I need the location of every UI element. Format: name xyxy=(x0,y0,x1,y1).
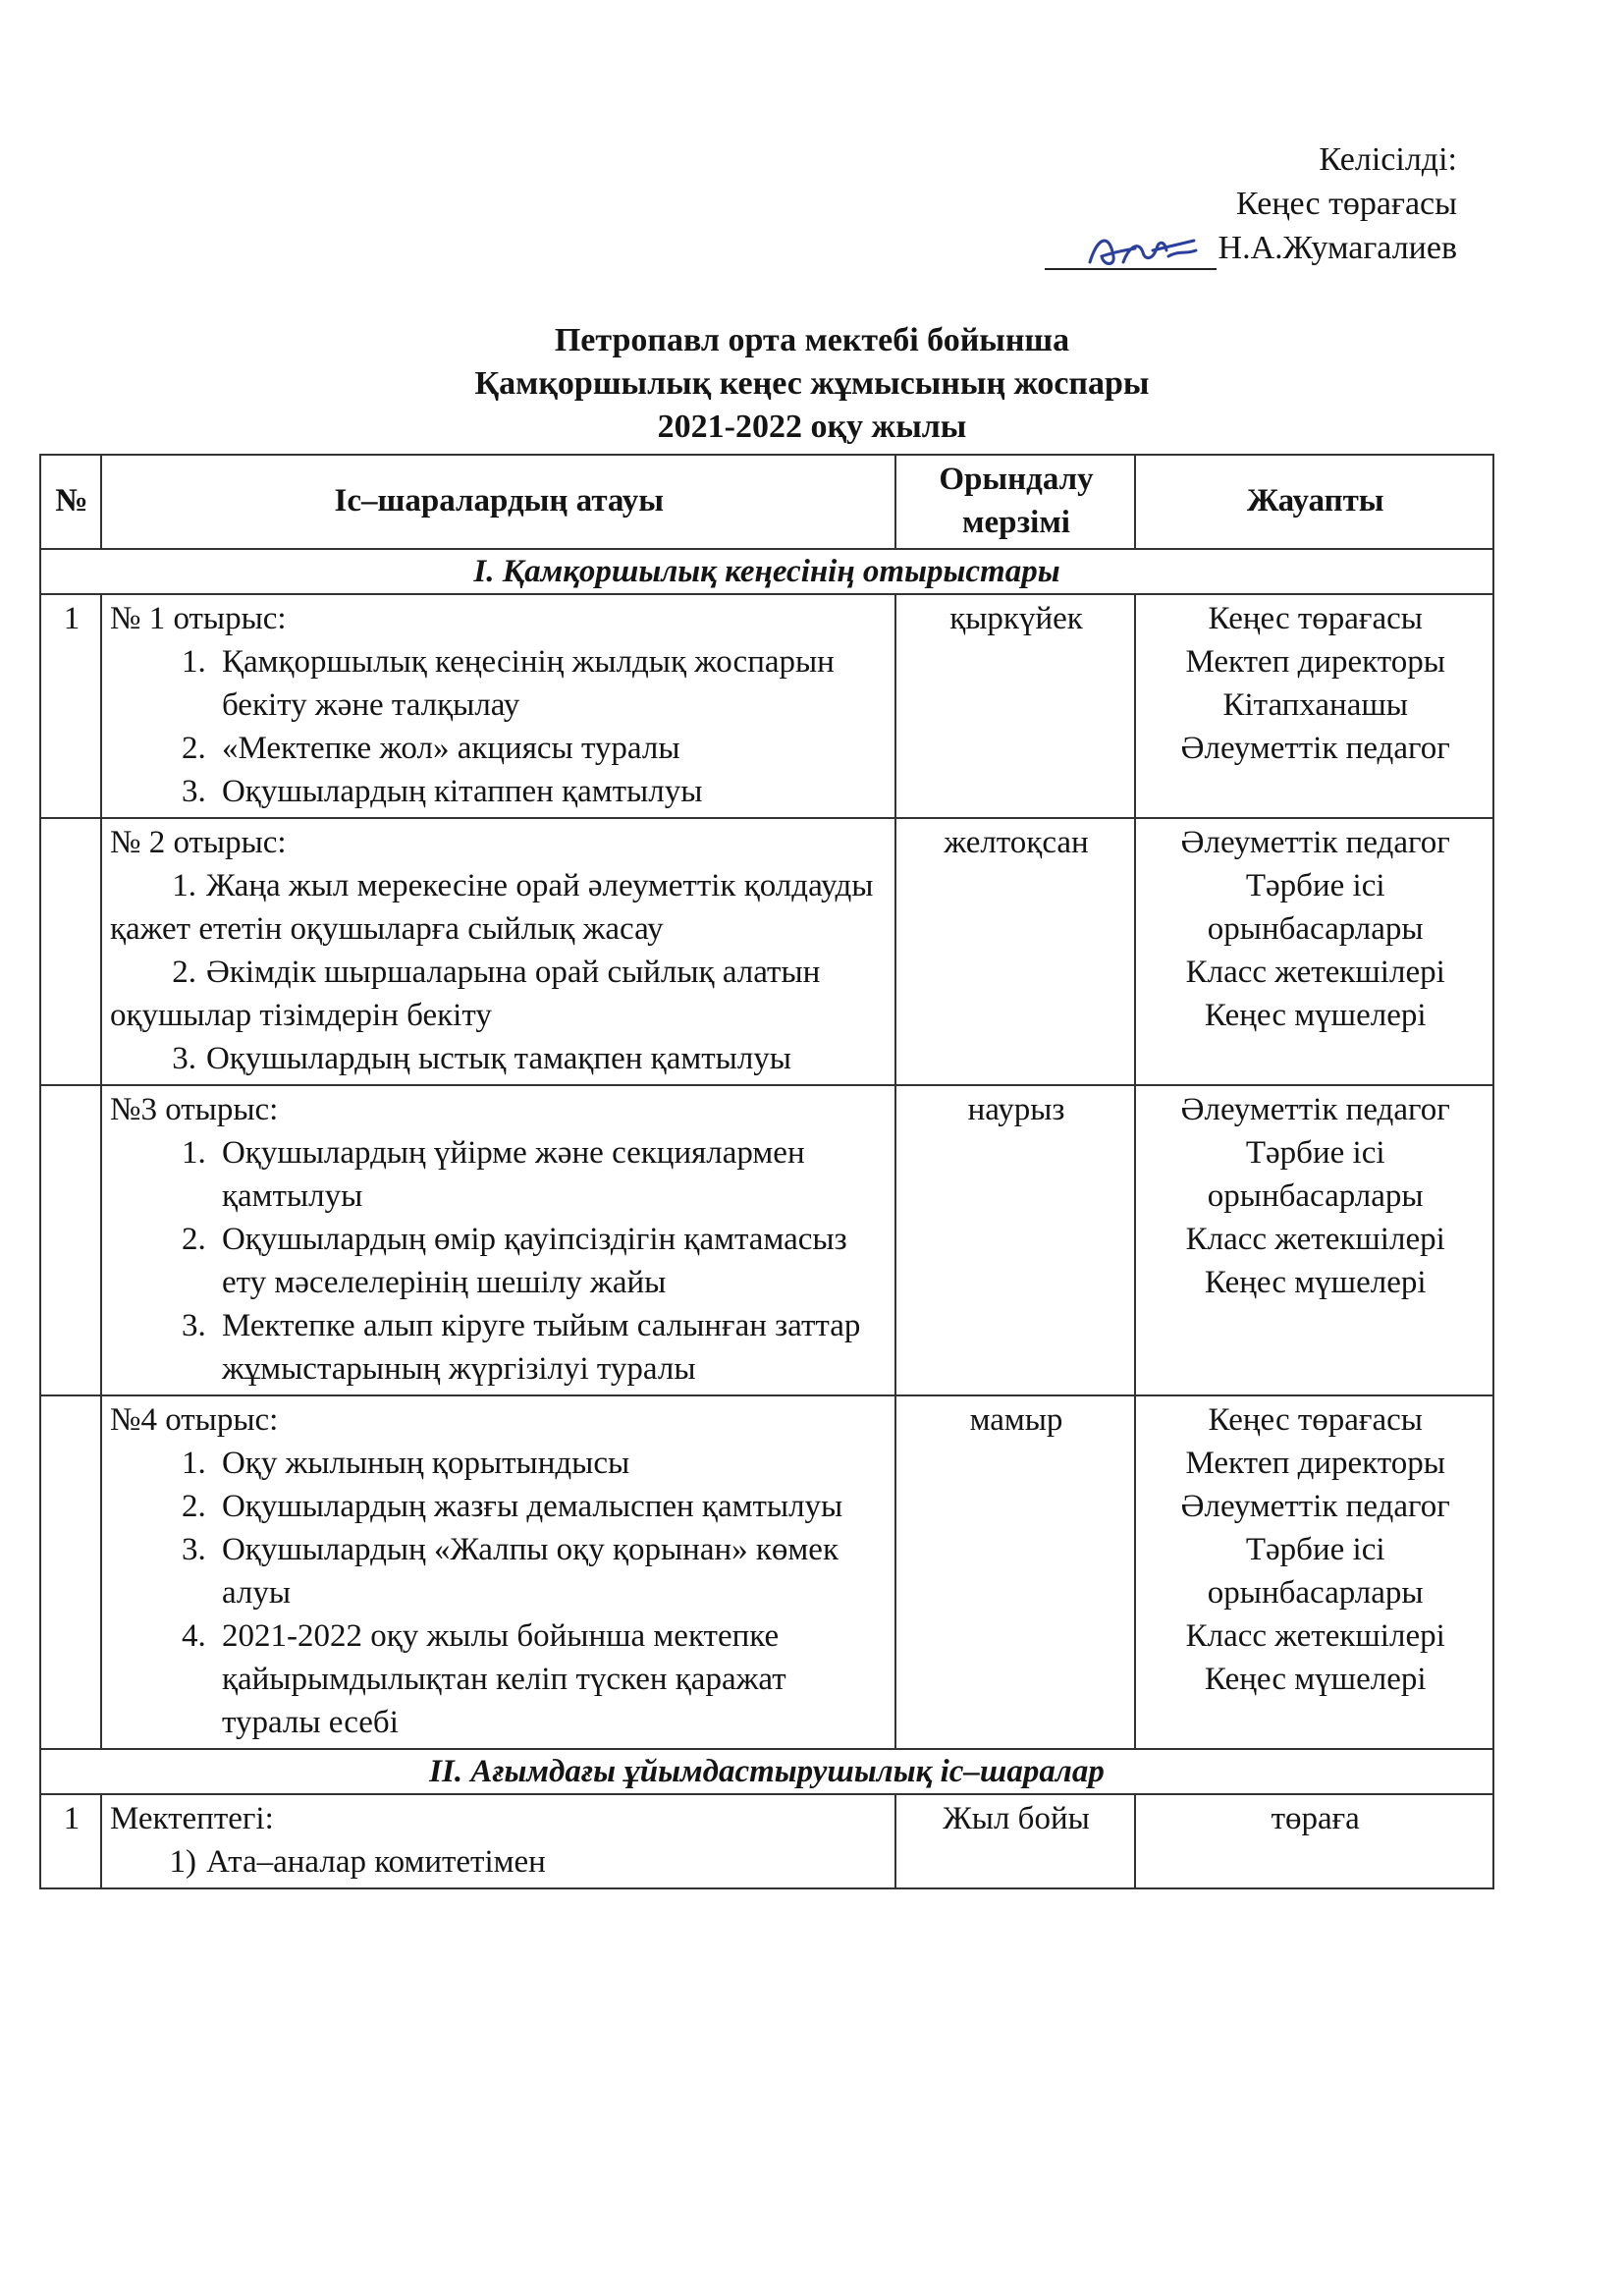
agenda-item xyxy=(110,1840,889,1884)
table-header-row xyxy=(40,455,1493,549)
agenda-item: 2. «Мектепке жол» акциясы туралы xyxy=(214,727,889,770)
row-content xyxy=(101,818,895,1085)
responsible-entry: Тәрбие ісі орынбасарлары xyxy=(1207,868,1424,947)
table-row xyxy=(40,1085,1493,1395)
agenda-item: 3. Оқушылардың кітаппен қамтылуы xyxy=(214,770,889,813)
agenda-item: 3. Оқушылардың ыстық тамақпен қамтылуы xyxy=(172,1041,791,1076)
responsible-entry: Класс жетекшілері xyxy=(1185,1618,1445,1654)
responsible-entry: Кеңес мүшелері xyxy=(1204,1265,1427,1300)
row-content xyxy=(101,1794,895,1888)
approval-agreed: Келісілді: xyxy=(1319,141,1457,178)
agenda-item-text: Әкімдік шыршаларына орай сыйлық алатын оқушылар тізімдерін бекіту xyxy=(109,955,821,1033)
agenda-list xyxy=(110,1131,889,1391)
row-num xyxy=(40,1085,101,1395)
approval-signature-line xyxy=(1045,226,1457,270)
meeting-heading: №4 отырыс: xyxy=(109,1402,279,1438)
approval-position: Кеңес төрағасы xyxy=(1235,186,1457,222)
row-num: 1 xyxy=(40,1794,101,1888)
responsible-entry: Кеңес мүшелері xyxy=(1204,1662,1427,1697)
header-date: Орындалу мерзімі xyxy=(895,455,1136,549)
agenda-item: 1. Қамқоршылық кеңесінің жылдық жоспарын бекіту және талқылау xyxy=(214,640,889,727)
agenda-item: 4. 2021-2022 оқу жылы бойынша мектепке қайырымдылықтан келіп түскен қаражат туралы есебі xyxy=(214,1614,889,1744)
agenda-item: 2. Оқушылардың жазғы демалыспен қамтылуы xyxy=(214,1485,889,1528)
agenda-item: 3. Оқушылардың «Жалпы оқу қорынан» көмек алуы xyxy=(214,1528,889,1614)
row-responsible xyxy=(1135,594,1493,818)
meeting-heading: № 2 отырыс: xyxy=(109,825,287,860)
row-num xyxy=(40,1395,101,1749)
meeting-heading: №3 отырыс: xyxy=(109,1092,279,1127)
agenda-item: 2. Оқушылардың өмір қауіпсіздігін қамтамасыз ету мәселелерінің шешілу жайы xyxy=(214,1218,889,1304)
row-content xyxy=(101,1395,895,1749)
header-resp: Жауапты xyxy=(1135,455,1493,549)
agenda-item: 1. Оқушылардың үйірме және секциялармен қамтылуы xyxy=(214,1131,889,1218)
row-date: желтоқсан xyxy=(895,818,1136,1085)
agenda-item: 1. Жаңа жыл мерекесіне орай әлеуметтік қолдауды қажет ететін оқушыларға сыйлық жасау xyxy=(109,868,874,947)
meeting-heading: № 1 отырыс: xyxy=(109,601,287,636)
approval-name: Н.А.Жумагалиев xyxy=(1218,230,1457,266)
table-row xyxy=(40,1794,1493,1888)
responsible-entry: Әлеуметтік педагог xyxy=(1180,825,1450,860)
row-num: 1 xyxy=(40,594,101,818)
approval-block xyxy=(947,137,1457,282)
header-num: № xyxy=(40,455,101,549)
signature-underline xyxy=(1045,235,1217,270)
agenda-item: 3. Мектепке алып кіруге тыйым салынған заттар жұмыстарының жүргізілуі туралы xyxy=(214,1304,889,1391)
responsible-entry: Кеңес төрағасы xyxy=(1208,1402,1423,1438)
row-content xyxy=(101,594,895,818)
section-2-title: ІІ. Ағымдағы ұйымдастырушылық іс–шаралар xyxy=(40,1749,1493,1794)
responsible-entry: Класс жетекшілері xyxy=(1185,1222,1445,1257)
row-date: қыркүйек xyxy=(895,594,1136,818)
agenda-item: 1. Оқу жылының қорытындысы xyxy=(214,1442,889,1485)
row-responsible xyxy=(1135,818,1493,1085)
responsible-entry: Кеңес мүшелері xyxy=(1204,998,1427,1033)
responsible-entry: Мектеп директоры xyxy=(1185,1446,1445,1481)
responsible-entry: Кітапханашы xyxy=(1222,687,1408,723)
title-line-1: Петропавл орта мектебі бойынша xyxy=(554,322,1070,358)
responsible-entry: төраға xyxy=(1271,1801,1360,1836)
responsible-entry: Кеңес төрағасы xyxy=(1208,601,1423,636)
row-responsible xyxy=(1135,1794,1493,1888)
header-name: Іс–шаралардың атауы xyxy=(101,455,895,549)
title-line-3: 2021-2022 оқу жылы xyxy=(657,409,967,445)
agenda-item-text: Ата–аналар комитетімен xyxy=(205,1844,546,1880)
agenda-item-number: 1) xyxy=(169,1844,196,1880)
agenda-list xyxy=(110,1442,889,1744)
row-date: Жыл бойы xyxy=(895,1794,1136,1888)
section-1-title: І. Қамқоршылық кеңесінің отырыстары xyxy=(40,549,1493,594)
plan-table xyxy=(39,454,1494,1889)
title-line-2: Қамқоршылық кеңес жұмысының жоспары xyxy=(474,365,1150,402)
table-row xyxy=(40,594,1493,818)
agenda-item-text: Жаңа жыл мерекесіне орай әлеуметтік қолдауды қажет ететін оқушыларға сыйлық жасау xyxy=(109,868,874,947)
responsible-entry: Класс жетекшілері xyxy=(1185,955,1445,990)
responsible-entry: Әлеуметтік педагог xyxy=(1180,1092,1450,1127)
responsible-entry: Әлеуметтік педагог xyxy=(1180,731,1450,766)
row-responsible xyxy=(1135,1395,1493,1749)
responsible-entry: Мектеп директоры xyxy=(1185,644,1445,680)
document-title xyxy=(0,319,1624,449)
responsible-entry: Әлеуметтік педагог xyxy=(1180,1489,1450,1524)
responsible-entry: Тәрбие ісі орынбасарлары xyxy=(1207,1135,1424,1214)
item-heading: Мектептегі: xyxy=(109,1801,274,1836)
table-row xyxy=(40,818,1493,1085)
section-2-row xyxy=(40,1749,1493,1794)
row-responsible xyxy=(1135,1085,1493,1395)
agenda-item: 2. Әкімдік шыршаларына орай сыйлық алатын оқушылар тізімдерін бекіту xyxy=(109,955,821,1033)
agenda-item-text: Оқушылардың ыстық тамақпен қамтылуы xyxy=(205,1041,791,1076)
row-date: наурыз xyxy=(895,1085,1136,1395)
table-row xyxy=(40,1395,1493,1749)
agenda-list xyxy=(110,640,889,813)
row-date: мамыр xyxy=(895,1395,1136,1749)
signature-mark xyxy=(1084,227,1202,274)
responsible-entry: Тәрбие ісі орынбасарлары xyxy=(1207,1532,1424,1611)
row-content xyxy=(101,1085,895,1395)
section-1-row xyxy=(40,549,1493,594)
row-num xyxy=(40,818,101,1085)
